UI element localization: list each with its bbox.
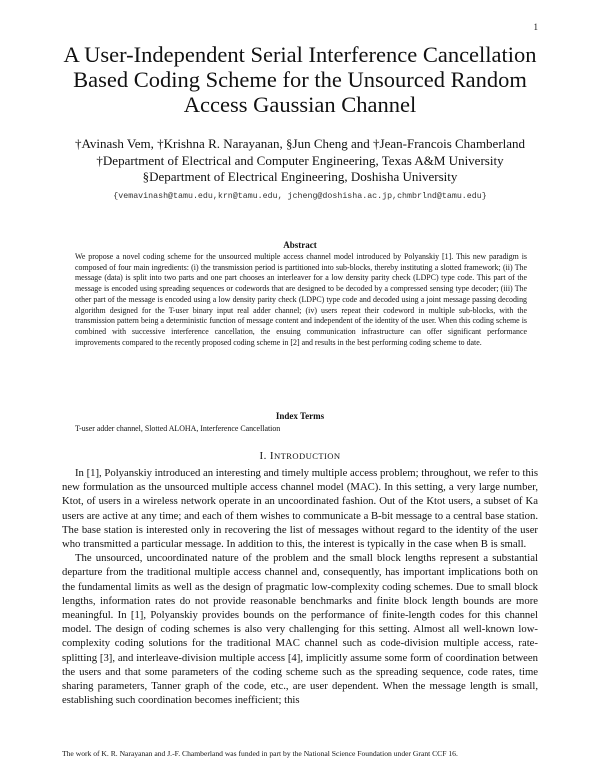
title-line: A User-Independent Serial Interference Cancellation bbox=[63, 42, 537, 67]
index-terms-text: T-user adder channel, Slotted ALOHA, Interference Cancellation bbox=[75, 424, 281, 433]
funding-footnote: The work of K. R. Narayanan and J.-F. Chamberland was funded in part by the National Science Foundation under Grant CCF 16. bbox=[62, 749, 458, 758]
affiliation-tamu: †Department of Electrical and Computer Engineering, Texas A&M University bbox=[96, 152, 504, 168]
title-line: Based Coding Scheme for the Unsourced Random bbox=[73, 67, 527, 92]
affiliation-doshisha: §Department of Electrical Engineering, Doshisha University bbox=[142, 169, 458, 184]
author-block bbox=[40, 136, 560, 186]
introduction-heading bbox=[40, 450, 560, 462]
intro-paragraph: The unsourced, uncoordinated nature of the problem and the small block lengths represent a substantial departure from the traditional multiple access channel and, consequently, has important implications both on the fundamental limits as well as the design of pragmatic low-complexity coding schemes. Due to small block lengths, information rates do not provide reasonable benchmarks and finite block length bounds are more meaningful. In [1], Polyanskiy provides bounds on the performance of finite-length codes for this channel model. The design of coding schemes is also very challenging for this setting. Almost all well-known low-complexity coding solutions for the traditional MAC channel such as code-division multiple access, rate-splitting [3], and interleave-division multiple access [4], implicitly assume some form of coordination between the users and that some parameters of the coding scheme such as the spreading sequence, code rates, time sharing parameters, Tanner graph of the code, etc., are user dependent. When the message length is small, establishing such coordination becomes inefficient; this bbox=[62, 552, 538, 707]
author-names: †Avinash Vem, †Krishna R. Narayanan, §Jun Cheng and †Jean-Francois Chamberland bbox=[74, 136, 526, 151]
abstract-heading: Abstract bbox=[283, 240, 317, 250]
section-title-initial: I bbox=[269, 450, 274, 462]
page-number: 1 bbox=[533, 22, 538, 32]
section-number: I. bbox=[259, 450, 267, 462]
title-line: Access Gaussian Channel bbox=[183, 92, 417, 117]
intro-paragraph: In [1], Polyanskiy introduced an interesting and timely multiple access problem; throughout, we refer to this new formulation as the unsourced multiple access channel model (MAC). In this setting, a very large number, Ktot, of users in a wireless network operate in an uncoordinated fashion. Out of the Ktot users, a subset of Ka users are active at any time; and each of them wishes to communicate a B-bit message to a central base station. The base station is interested only in recovering the list of messages without regard to the identity of the user who transmitted a particular message. In addition to this, the interest is typically in the case when B is small. bbox=[62, 467, 538, 551]
index-terms-heading: Index Terms bbox=[275, 411, 325, 421]
abstract-text: We propose a novel coding scheme for the unsourced multiple access channel model introduced by Polyanskiy [1]. This new paradigm is composed of four main ingredients: (i) the transmission period is partitioned into sub-blocks, thereby instituting a slotted framework; (ii) The message (data) is split into two parts and one part chooses an interleaver for a low density parity check (LDPC) type code. This part of the message is encoded using spreading sequences or codewords that are designed to be decoded by a compressed sensing type decoder; (iii) The other part of the message is encoded using a low density parity check (LDPC) type code and decoded using a joint message passing decoding algorithm designed for the T-user binary input real adder channel; (iv) users repeat their codeword in multiple sub-blocks, with the transmission pattern being a deterministic function of message content and independent of the identity of the user. When this coding scheme is combined with successive interference cancellation, the ensuing communication infrastructure can offer significant performance improvements compared to the recently proposed coding scheme in [2] and results in the best performing coding scheme to date. bbox=[75, 252, 527, 347]
introduction-body bbox=[62, 466, 538, 707]
paper-title bbox=[40, 42, 560, 117]
section-title-rest: NTRODUCTION bbox=[273, 451, 341, 461]
author-emails: {vemavinash@tamu.edu,krn@tamu.edu, jcheng@doshisha.ac.jp,chmbrlnd@tamu.edu} bbox=[113, 192, 487, 201]
